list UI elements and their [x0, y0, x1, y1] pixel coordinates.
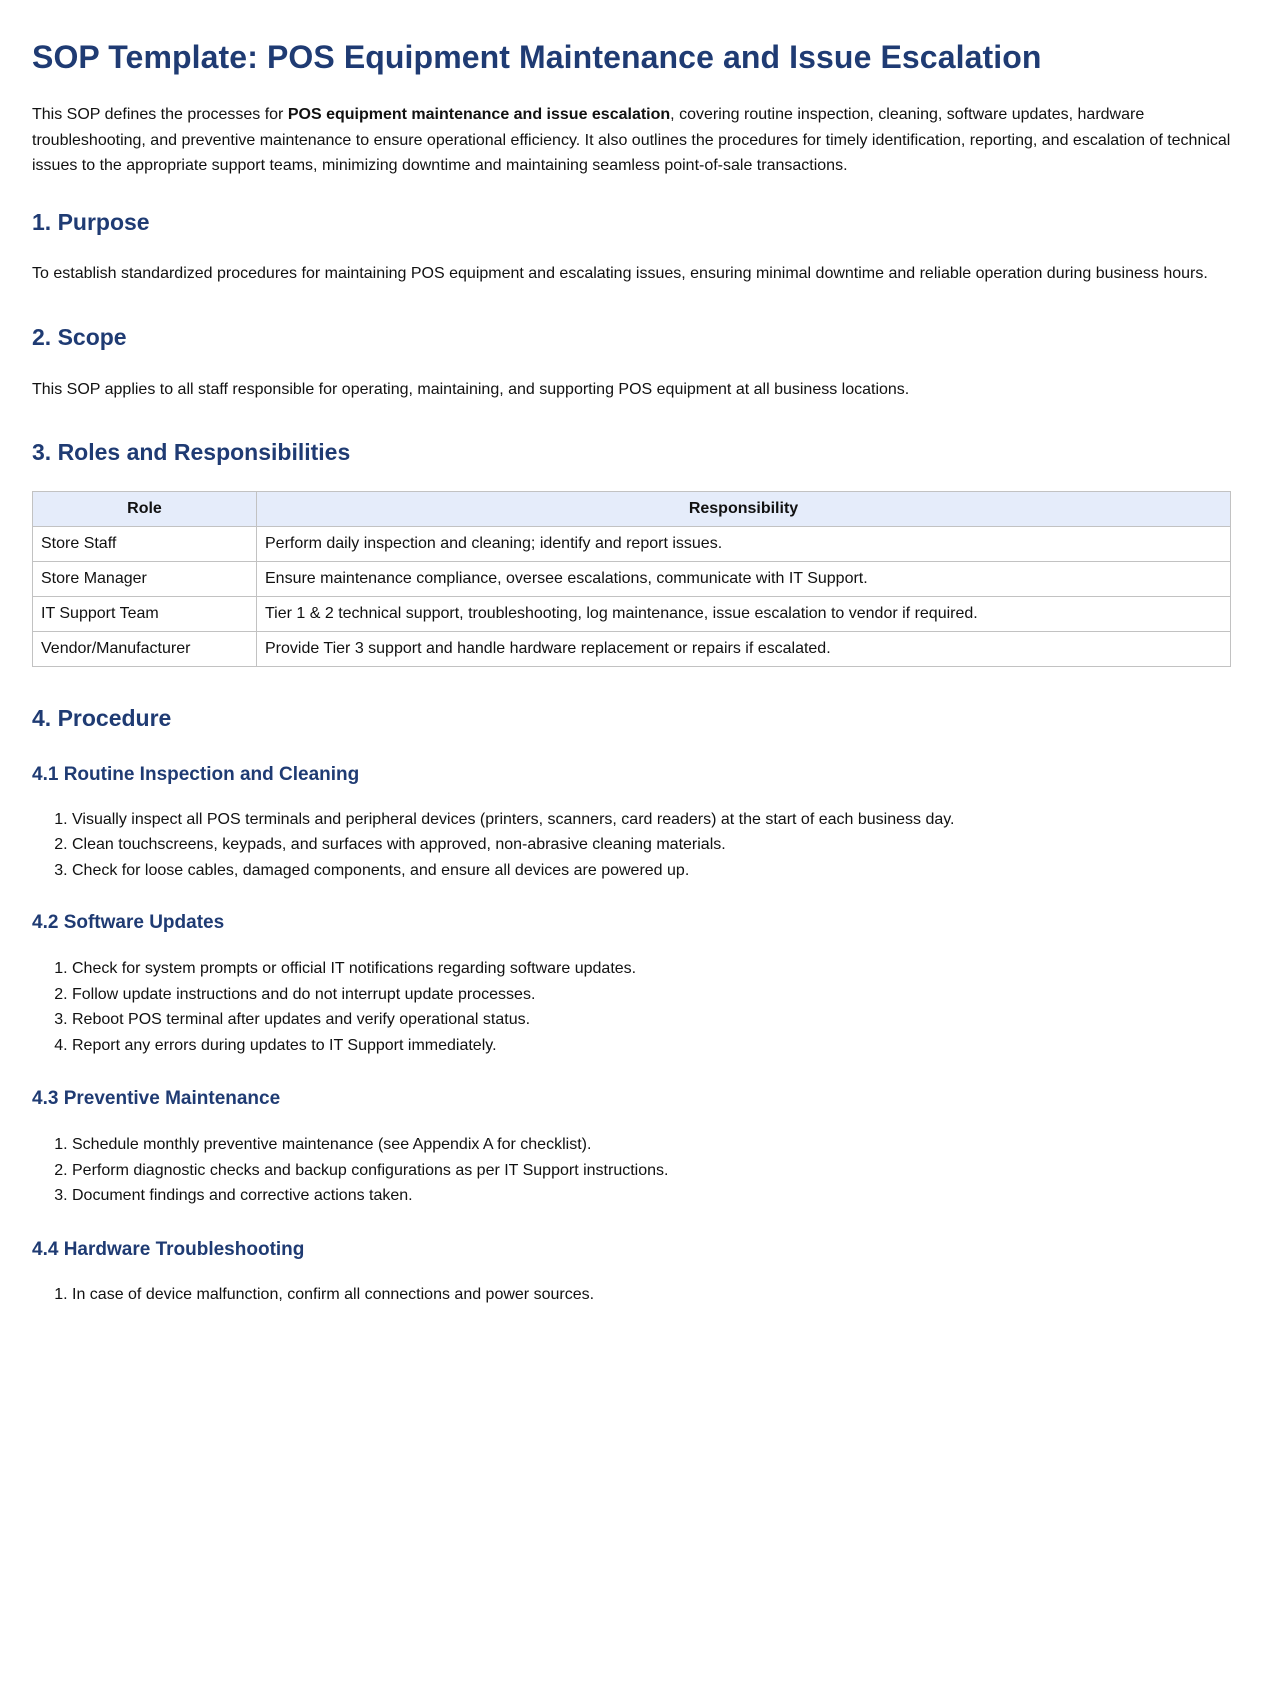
responsibility-column-header: Responsibility [257, 491, 1231, 526]
list-item: 1. Check for system prompts or official IT notifications regarding software updates. [72, 956, 1231, 982]
intro-paragraph [32, 102, 1231, 179]
list-item: 3. Check for loose cables, damaged components, and ensure all devices are powered up. [72, 858, 1231, 884]
inspection-cleaning-heading: 4.1 Routine Inspection and Cleaning [32, 763, 360, 785]
role-cell: Store Manager [33, 561, 257, 596]
table-row [33, 561, 1231, 596]
hardware-troubleshooting-heading: 4.4 Hardware Troubleshooting [32, 1238, 305, 1260]
intro-text-bold: POS equipment maintenance and issue escalation [287, 106, 671, 123]
list-item: 1. In case of device malfunction, confirm all connections and power sources. [72, 1282, 1231, 1308]
role-cell: IT Support Team [33, 596, 257, 631]
hardware-troubleshooting-list [32, 1282, 1231, 1308]
roles-table [32, 491, 1231, 667]
scope-heading: 2. Scope [32, 323, 127, 350]
software-updates-list [32, 956, 1231, 1058]
list-item: 1. Schedule monthly preventive maintenance (see Appendix A for checklist). [72, 1132, 1231, 1158]
responsibility-cell: Perform daily inspection and cleaning; identify and report issues. [257, 526, 1231, 561]
roles-heading: 3. Roles and Responsibilities [32, 438, 351, 465]
page-title: SOP Template: POS Equipment Maintenance and Issue Escalation [32, 39, 1042, 75]
role-column-header: Role [33, 491, 257, 526]
responsibility-cell: Ensure maintenance compliance, oversee escalations, communicate with IT Support. [257, 561, 1231, 596]
roles-table-header-row [33, 491, 1231, 526]
software-updates-heading: 4.2 Software Updates [32, 912, 225, 933]
list-item: 4. Report any errors during updates to IT Support immediately. [72, 1033, 1231, 1059]
table-row [33, 631, 1231, 666]
preventive-maintenance-list [32, 1132, 1231, 1209]
role-cell: Vendor/Manufacturer [33, 631, 257, 666]
list-item: 3. Document findings and corrective actions taken. [72, 1183, 1231, 1209]
scope-text: This SOP applies to all staff responsible for operating, maintaining, and supporting POS equipment at all business locations. [32, 380, 910, 398]
inspection-cleaning-list [32, 807, 1231, 884]
purpose-text: To establish standardized procedures for maintaining POS equipment and escalating issues, ensuring minimal downtime and reliable operation during business hours. [32, 264, 1208, 282]
list-item: 2. Clean touchscreens, keypads, and surfaces with approved, non-abrasive cleaning materials. [72, 832, 1231, 858]
list-item: 2. Perform diagnostic checks and backup configurations as per IT Support instructions. [72, 1158, 1231, 1184]
intro-text-start: This SOP defines the processes for [32, 106, 288, 123]
responsibility-cell: Tier 1 & 2 technical support, troubleshooting, log maintenance, issue escalation to vendor if required. [257, 596, 1231, 631]
list-item: 3. Reboot POS terminal after updates and verify operational status. [72, 1007, 1231, 1033]
role-cell: Store Staff [33, 526, 257, 561]
list-item: 1. Visually inspect all POS terminals and peripheral devices (printers, scanners, card readers) at the start of each business day. [72, 807, 1231, 833]
procedure-heading: 4. Procedure [32, 704, 172, 731]
responsibility-cell: Provide Tier 3 support and handle hardware replacement or repairs if escalated. [257, 631, 1231, 666]
table-row [33, 596, 1231, 631]
purpose-heading: 1. Purpose [32, 208, 150, 235]
preventive-maintenance-heading: 4.3 Preventive Maintenance [32, 1088, 281, 1109]
list-item: 2. Follow update instructions and do not interrupt update processes. [72, 982, 1231, 1008]
intro-text-end: , covering routine inspection, cleaning, software updates, hardware troubleshooting, and preventive maintenance to ensure operational efficiency. It also outlines the procedures for timely identification, reporting, and escalation of technical issues to the appropriate support teams, minimizing downtime and maintaining seamless point-of-sale transactions. [32, 106, 1231, 174]
table-row [33, 526, 1231, 561]
